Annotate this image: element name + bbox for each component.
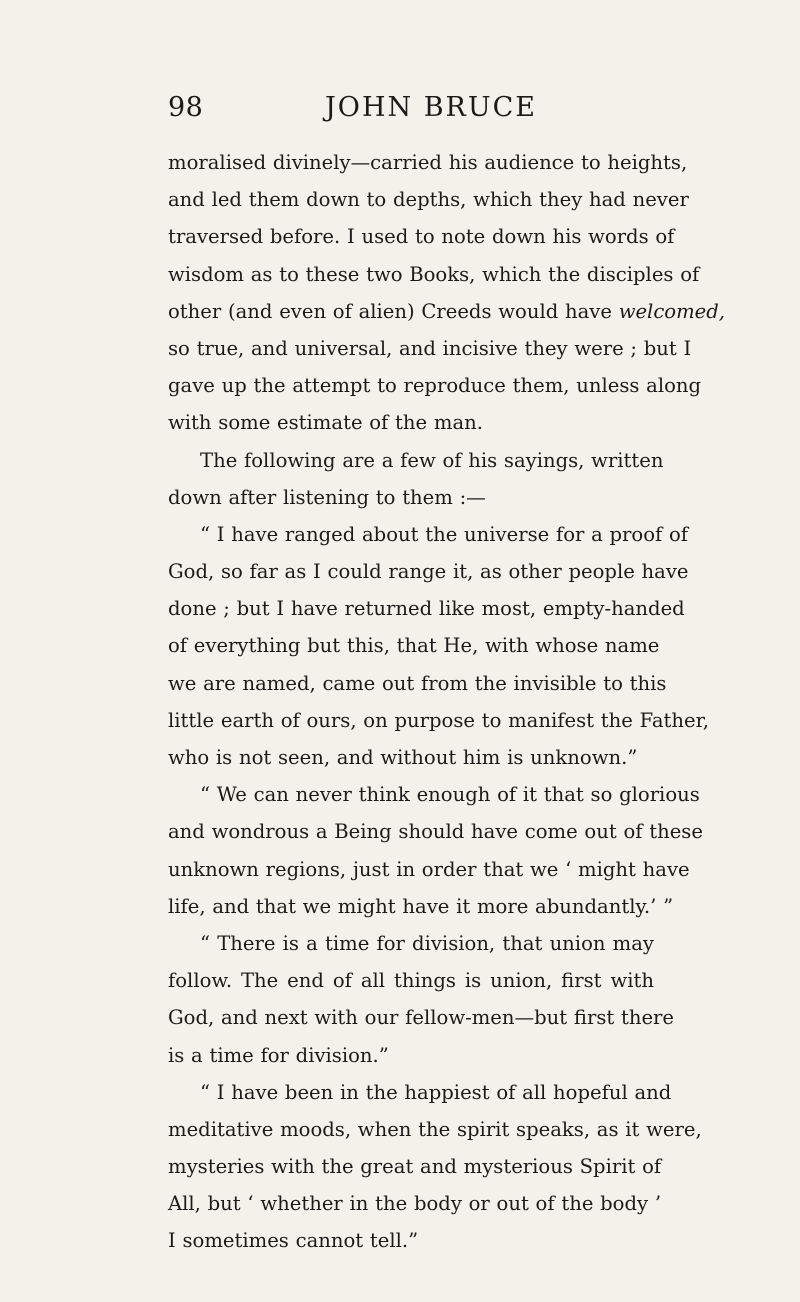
body-text: [168, 144, 726, 1260]
text-line: with some estimate of the man.: [168, 411, 483, 435]
text-line: we are named, came out from the invisible to this: [168, 671, 667, 695]
text-line: life, and that we might have it more abundantly.’ ”: [168, 894, 674, 918]
text-line: of everything but this, that He, with whose name: [168, 634, 660, 658]
text-line: wisdom as to these two Books, which the disciples of: [168, 262, 700, 286]
text-line: God, and next with our fellow-men—but first there: [168, 1006, 675, 1030]
text-line: and led them down to depths, which they had never: [168, 188, 689, 212]
text-line: All, but ‘ whether in the body or out of the body ’: [168, 1192, 662, 1216]
text-line: God, so far as I could range it, as other people have: [168, 560, 689, 584]
text-line: “ I have ranged about the universe for a proof of: [200, 522, 689, 546]
text-line: and wondrous a Being should have come out of these: [168, 820, 703, 844]
text-line: little earth of ours, on purpose to manifest the Father,: [168, 708, 710, 732]
text-line: follow. The end of all things is union, first with: [168, 969, 654, 993]
text-line: moralised divinely—carried his audience to heights,: [168, 151, 688, 174]
text-line: so true, and universal, and incisive they were ; but I: [168, 336, 692, 360]
text-line: “ There is a time for division, that union may: [200, 931, 654, 955]
text-line: down after listening to them :—: [168, 485, 486, 509]
italic-text: welcomed,: [618, 299, 726, 323]
text-line: “ We can never think enough of it that so glorious: [200, 783, 700, 807]
text-line: “ I have been in the happiest of all hopeful and: [200, 1080, 672, 1104]
text-line: mysteries with the great and mysterious Spirit of: [168, 1155, 662, 1179]
text-line: who is not seen, and without him is unknown.”: [168, 746, 638, 769]
text-line: is a time for division.”: [168, 1043, 389, 1067]
text-line: [168, 293, 726, 330]
text-line: I sometimes cannot tell.”: [168, 1229, 419, 1253]
text-segment: other (and even of alien) Creeds would have: [168, 299, 619, 323]
running-title: JOHN BRUCE: [324, 92, 537, 123]
text-line: traversed before. I used to note down his words of: [168, 225, 675, 249]
page-number: 98: [168, 92, 204, 123]
text-line: done ; but I have returned like most, empty-handed: [168, 597, 685, 621]
text-line: gave up the attempt to reproduce them, unless along: [168, 374, 702, 398]
text-line: The following are a few of his sayings, written: [200, 448, 664, 472]
text-line: meditative moods, when the spirit speaks, as it were,: [168, 1117, 702, 1141]
running-head: [168, 92, 654, 132]
text-line: unknown regions, just in order that we ‘ might have: [168, 857, 690, 881]
